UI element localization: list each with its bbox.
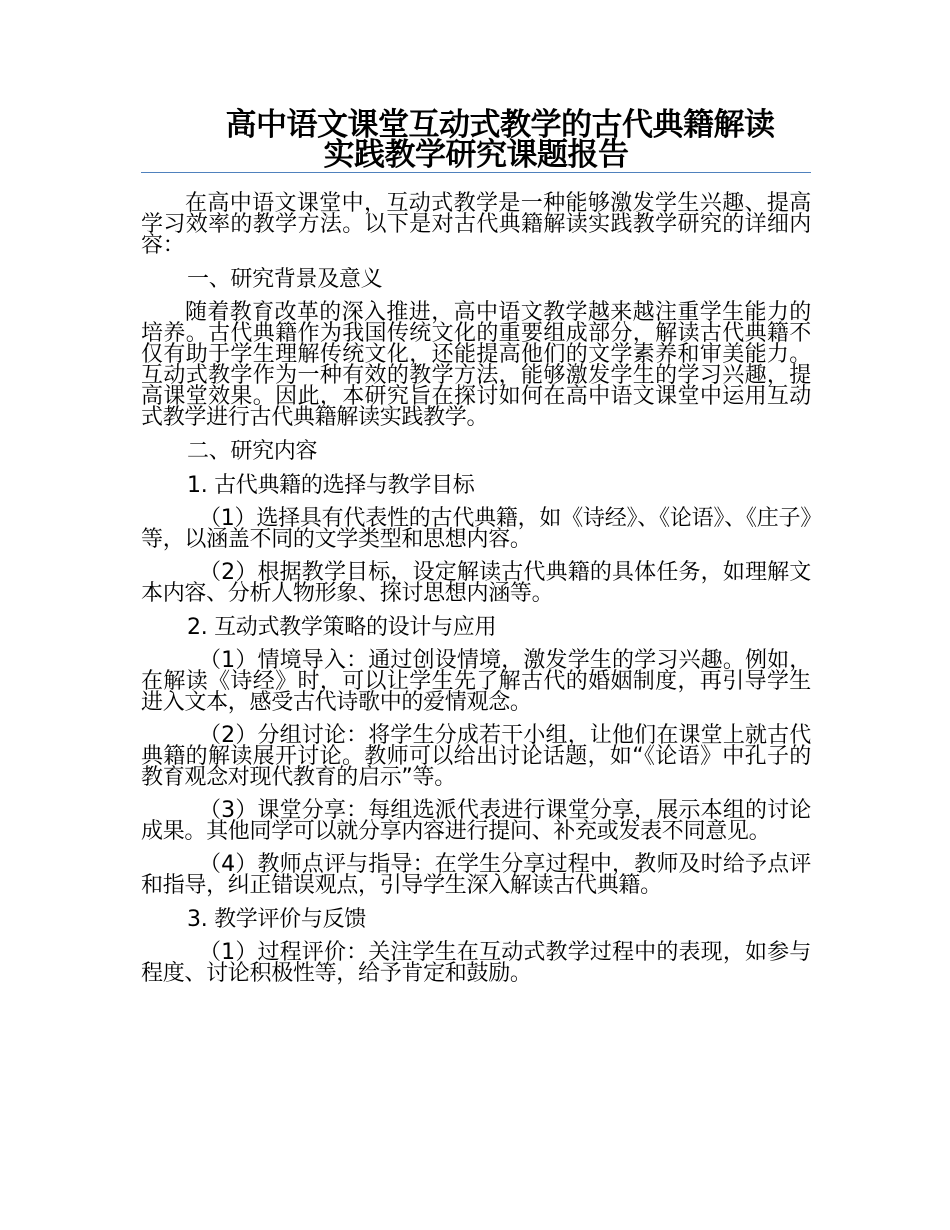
title-line-2: 实践教学研究课题报告 [323,137,629,173]
title-line-1: 高中语文课堂互动式教学的古代典籍解读 [225,107,775,143]
intro-paragraph: 在高中语文课堂中，互动式教学是一种能够激发学生兴趣、提高学习效率的教学方法。以下是对古代典籍解读实践教学研究的详细内容： [141,191,811,258]
background-paragraph: 随着教育改革的深入推进，高中语文教学越来越注重学生能力的培养。古代典籍作为我国传统文化的重要组成部分，解读古代典籍不仅有助于学生理解传统文化，还能提高他们的文学素养和审美能力。互动式教学作为一种有效的教学方法，能够激发学生的学习兴趣，提高课堂效果。因此，本研究旨在探讨如何在高中语文课堂中运用互动式教学进行古代典籍解读实践教学。 [141,300,811,430]
list-item: （2）分组讨论：将学生分成若干小组，让他们在课堂上就古代典籍的解读展开讨论。教师可以给出讨论话题，如“《论语》中孔子的教育观念对现代教育的启示”等。 [141,723,811,790]
list-item: （1）过程评价：关注学生在互动式教学过程中的表现，如参与程度、讨论积极性等，给予肯定和鼓励。 [141,940,811,986]
subsection-heading-selection: 1. 古代典籍的选择与教学目标 [187,473,475,498]
list-item: （2）根据教学目标，设定解读古代典籍的具体任务，如理解文本内容、分析人物形象、探讨思想内涵等。 [141,560,811,606]
list-item: （3）课堂分享：每组选派代表进行课堂分享，展示本组的讨论成果。其他同学可以就分享内容进行提问、补充或发表不同意见。 [141,798,811,844]
document-page [141,100,811,996]
list-item: （1）情境导入：通过创设情境，激发学生的学习兴趣。例如，在解读《诗经》时，可以让学生先了解古代的婚姻制度，再引导学生进入文本，感受古代诗歌中的爱情观念。 [141,648,811,715]
list-item: （4）教师点评与指导：在学生分享过程中，教师及时给予点评和指导，纠正错误观点，引导学生深入解读古代典籍。 [141,852,811,898]
section-heading-background: 一、研究背景及意义 [187,267,383,292]
subsection-heading-evaluation: 3. 教学评价与反馈 [187,907,366,932]
list-item: （1）选择具有代表性的古代典籍，如《诗经》、《论语》、《庄子》等，以涵盖不同的文学类型和思想内容。 [141,506,811,552]
document-title [141,100,811,173]
subsection-heading-strategy: 2. 互动式教学策略的设计与应用 [187,615,497,640]
section-heading-content: 二、研究内容 [187,439,318,464]
